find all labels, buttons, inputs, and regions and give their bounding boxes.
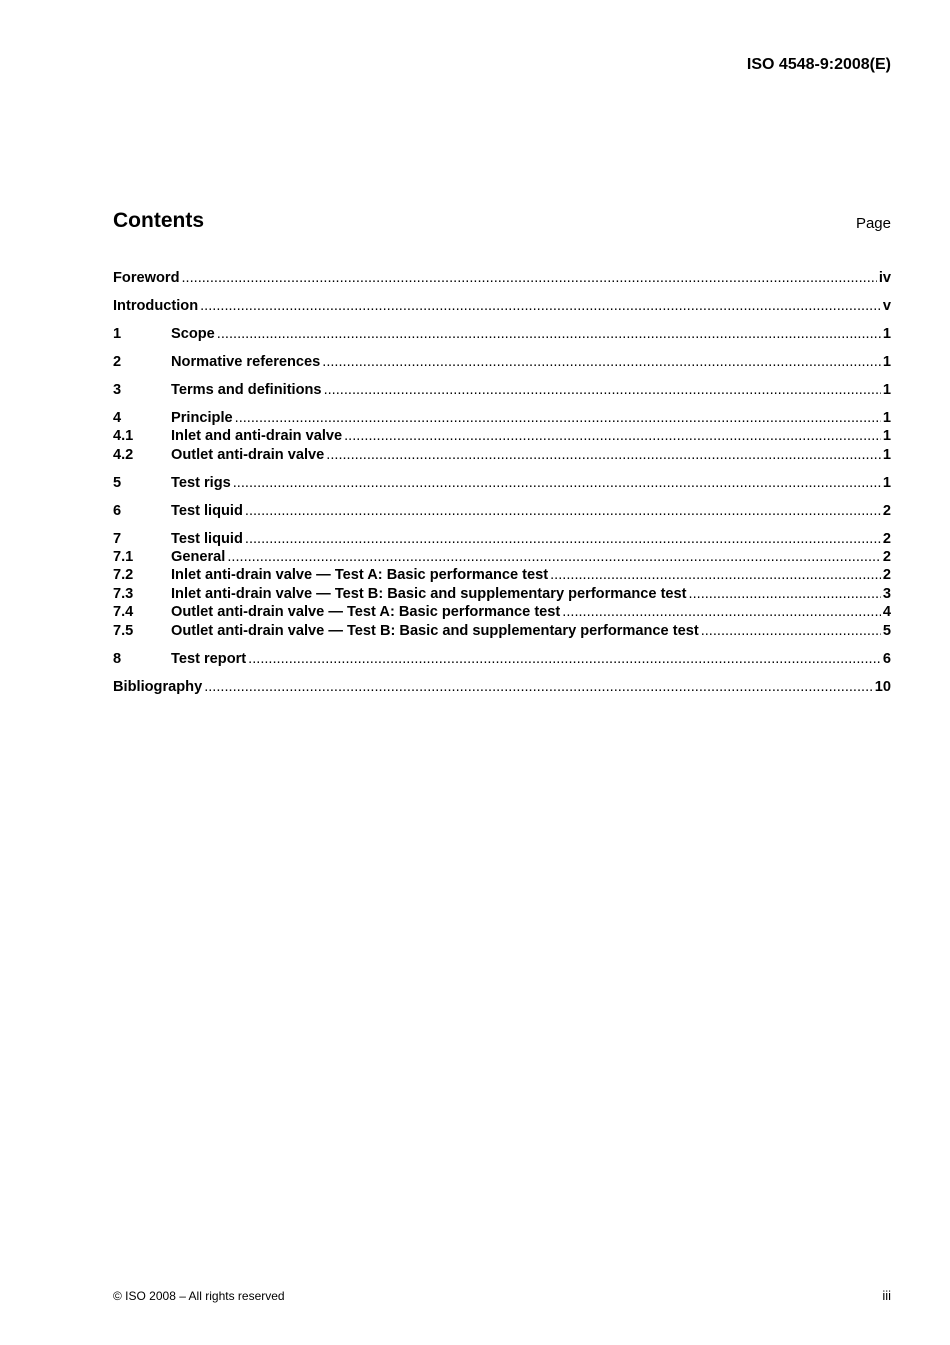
toc-entry-bibliography[interactable]	[113, 678, 891, 696]
toc-entry-number: 7.4	[113, 604, 134, 621]
toc-entry-number: 7.3	[113, 585, 134, 602]
toc-leader-dots	[200, 297, 881, 315]
toc-entry-page: 2	[882, 549, 891, 566]
toc-entry-title: Inlet and anti-drain valve	[171, 428, 343, 445]
toc-entry-test-report[interactable]	[113, 650, 891, 668]
toc-entry-page: 1	[882, 409, 891, 426]
toc-entry-number: 7.2	[113, 567, 134, 584]
toc-entry-page: 1	[882, 446, 891, 463]
footer-copyright: © ISO 2008 – All rights reserved	[113, 1289, 285, 1303]
toc-entry-title: Test liquid	[171, 530, 243, 547]
toc-entry-page: v	[882, 297, 891, 314]
toc-entry-outlet-test-a[interactable]	[113, 603, 891, 621]
table-of-contents	[113, 269, 891, 696]
toc-entry-title: Test report	[171, 650, 247, 667]
toc-leader-dots	[322, 353, 881, 371]
toc-entry-page: 1	[882, 381, 891, 398]
page-column-label: Page	[855, 215, 891, 232]
toc-leader-dots	[550, 566, 881, 584]
footer-page-number: iii	[882, 1288, 891, 1303]
toc-leader-dots	[324, 381, 881, 399]
toc-entry-page: 6	[882, 650, 891, 667]
toc-leader-dots	[245, 502, 881, 520]
toc-entry-page: 1	[882, 428, 891, 445]
toc-entry-normative-references[interactable]	[113, 353, 891, 371]
toc-entry-outlet-anti-drain-valve[interactable]	[113, 446, 891, 464]
toc-entry-number: 7	[113, 530, 122, 547]
contents-heading: Contents	[113, 209, 204, 232]
toc-entry-title: Inlet anti-drain valve — Test A: Basic performance test	[171, 567, 549, 584]
document-id: ISO 4548-9:2008(E)	[746, 56, 891, 73]
toc-entry-inlet-test-a[interactable]	[113, 566, 891, 584]
toc-entry-page: 5	[882, 622, 891, 639]
toc-entry-page: 10	[874, 678, 891, 695]
toc-entry-number: 2	[113, 353, 122, 370]
toc-leader-dots	[326, 446, 881, 464]
toc-entry-title: Outlet anti-drain valve — Test A: Basic performance test	[171, 604, 561, 621]
toc-entry-inlet-test-b[interactable]	[113, 585, 891, 603]
toc-leader-dots	[181, 269, 876, 287]
toc-entry-page: 3	[882, 585, 891, 602]
toc-entry-number: 7.5	[113, 622, 134, 639]
toc-leader-dots	[701, 622, 881, 640]
toc-entry-title: Test rigs	[171, 474, 231, 491]
toc-entry-title: Terms and definitions	[171, 381, 322, 398]
toc-leader-dots	[227, 548, 881, 566]
toc-entry-title: Inlet anti-drain valve — Test B: Basic and supplementary performance test	[171, 585, 687, 602]
toc-entry-title: Scope	[171, 325, 215, 342]
toc-entry-title: Outlet anti-drain valve — Test B: Basic and supplementary performance test	[171, 622, 699, 639]
toc-entry-number: 4.1	[113, 428, 134, 445]
toc-entry-title: Outlet anti-drain valve	[171, 446, 325, 463]
toc-entry-page: 2	[882, 567, 891, 584]
toc-entry-number: 7.1	[113, 549, 134, 566]
toc-entry-page: 1	[882, 325, 891, 342]
toc-entry-title: Bibliography	[113, 678, 203, 695]
toc-entry-number: 1	[113, 325, 122, 342]
toc-entry-number: 4	[113, 409, 122, 426]
toc-entry-page: 1	[882, 474, 891, 491]
toc-entry-title: General	[171, 549, 226, 566]
toc-entry-terms-and-definitions[interactable]	[113, 381, 891, 399]
toc-entry-page: 4	[882, 604, 891, 621]
toc-entry-title: Test liquid	[171, 502, 243, 519]
toc-entry-page: 1	[882, 353, 891, 370]
toc-entry-general[interactable]	[113, 548, 891, 566]
toc-leader-dots	[233, 474, 881, 492]
toc-entry-title: Foreword	[113, 270, 180, 286]
toc-entry-page: 2	[882, 502, 891, 519]
toc-entry-title: Introduction	[113, 297, 199, 314]
toc-entry-outlet-test-b[interactable]	[113, 622, 891, 640]
toc-entry-page: iv	[878, 270, 891, 286]
toc-entry-foreword[interactable]	[113, 269, 891, 287]
toc-entry-number: 5	[113, 474, 122, 491]
toc-leader-dots	[562, 603, 881, 621]
toc-entry-test-rigs[interactable]	[113, 474, 891, 492]
toc-leader-dots	[344, 427, 881, 445]
toc-leader-dots	[689, 585, 881, 603]
toc-leader-dots	[204, 678, 873, 696]
toc-entry-inlet-anti-drain-valve[interactable]	[113, 427, 891, 445]
toc-entry-number: 8	[113, 650, 122, 667]
toc-entry-scope[interactable]	[113, 325, 891, 343]
toc-entry-test-liquid-7[interactable]	[113, 530, 891, 548]
toc-entry-title: Principle	[171, 409, 233, 426]
toc-entry-introduction[interactable]	[113, 297, 891, 315]
toc-entry-principle[interactable]	[113, 409, 891, 427]
toc-leader-dots	[217, 325, 881, 343]
toc-leader-dots	[235, 409, 881, 427]
toc-entry-title: Normative references	[171, 353, 321, 370]
toc-leader-dots	[245, 530, 881, 548]
toc-entry-number: 6	[113, 502, 122, 519]
toc-leader-dots	[248, 650, 881, 668]
toc-entry-test-liquid-6[interactable]	[113, 502, 891, 520]
toc-entry-page: 2	[882, 530, 891, 547]
toc-entry-number: 4.2	[113, 446, 134, 463]
toc-entry-number: 3	[113, 381, 122, 398]
